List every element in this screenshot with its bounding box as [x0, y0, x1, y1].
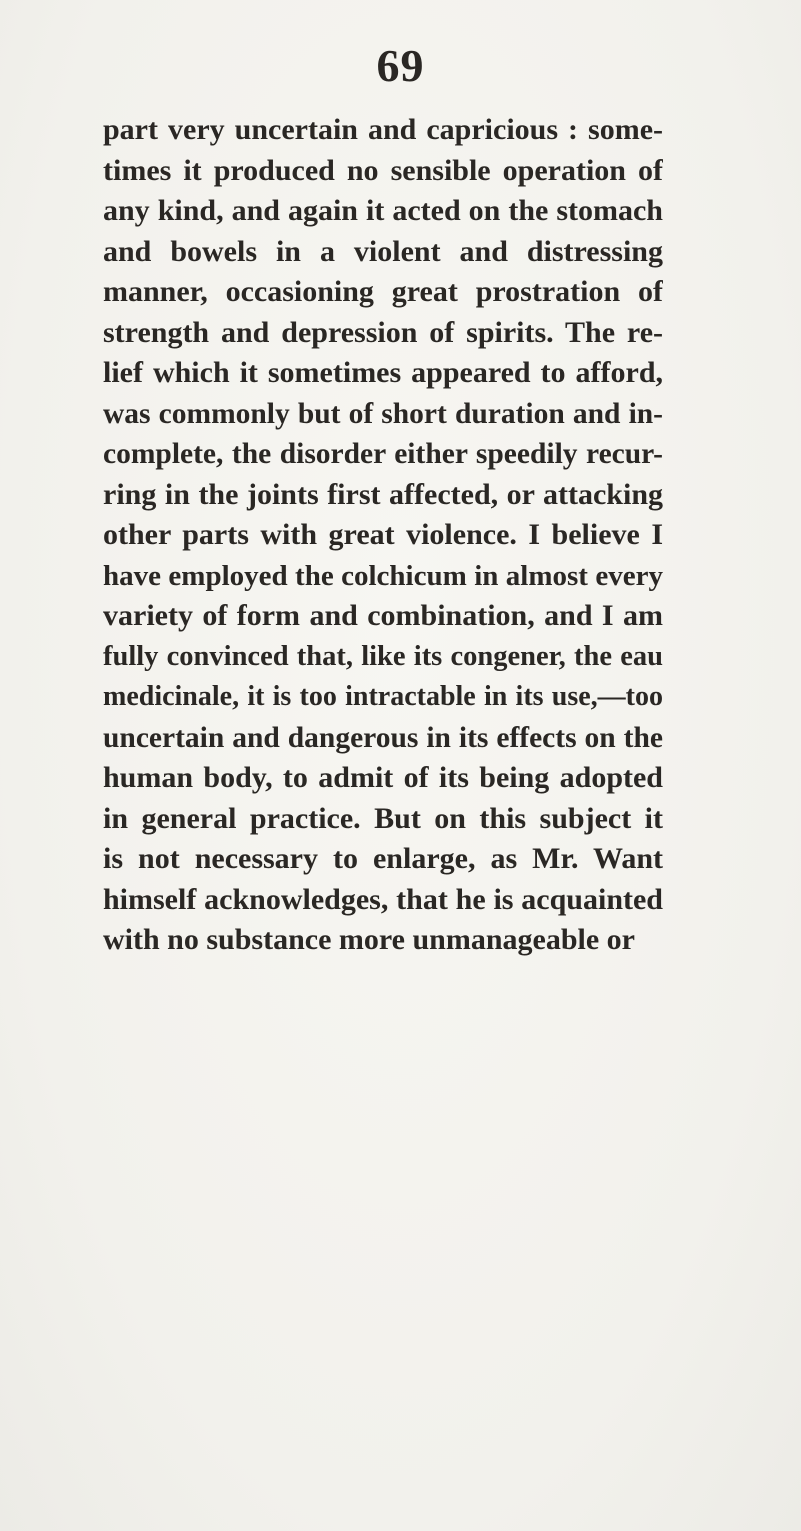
text-line: with no substance more unmanageable or: [103, 923, 635, 956]
text-line: strength and depression of spirits. The re-: [103, 315, 663, 349]
text-line: uncertain and dangerous in its effects on the: [103, 721, 663, 754]
text-line: is not necessary to enlarge, as Mr. Want: [103, 842, 663, 875]
text-line: other parts with great violence. I believe I: [103, 518, 663, 551]
text-line: and bowels in a violent and distressing: [103, 234, 663, 268]
text-line: any kind, and again it acted on the stomach: [103, 194, 663, 227]
text-line: himself acknowledges, that he is acquainted: [103, 882, 663, 916]
text-line: fully convinced that, like its congener, the eau: [103, 640, 663, 672]
page-number: 69: [376, 40, 425, 91]
text-line: variety of form and combination, and I am: [103, 599, 663, 632]
text-line: ring in the joints first affected, or attacking: [103, 477, 663, 511]
text-line: human body, to admit of its being adopted: [103, 761, 663, 794]
text-line: times it produced no sensible operation of: [103, 153, 663, 187]
body-text: [103, 110, 663, 961]
text-line: was commonly but of short duration and in-: [103, 397, 663, 430]
text-line: lief which it sometimes appeared to afford,: [103, 356, 663, 389]
text-line: medicinale, it is too intractable in its use,—too: [103, 681, 663, 712]
text-line: complete, the disorder either speedily recur-: [103, 438, 663, 470]
text-line: have employed the colchicum in almost every: [103, 559, 663, 592]
text-line: manner, occasioning great prostration of: [103, 275, 663, 308]
text-line: part very uncertain and capricious : some-: [103, 113, 663, 146]
text-line: in general practice. But on this subject it: [103, 801, 663, 835]
